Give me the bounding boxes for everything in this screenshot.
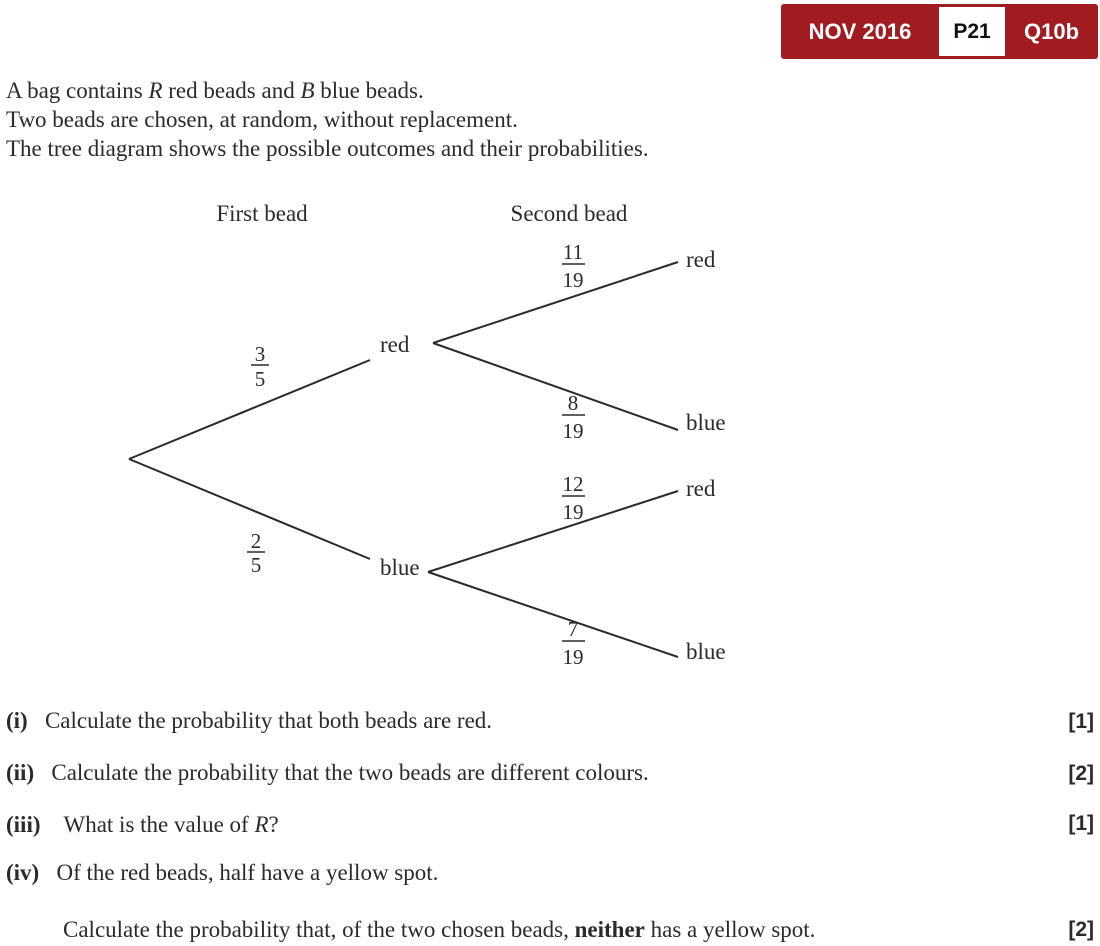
branch-first-blue <box>129 459 370 559</box>
branch-first-red <box>129 360 370 459</box>
question-text: Calculate the probability that both beads are red. <box>44 708 493 733</box>
prob-first-red <box>251 342 269 391</box>
second-blue-label-2: blue <box>686 639 726 664</box>
intro-line-3: The tree diagram shows the possible outcomes and their probabilities. <box>6 136 649 161</box>
prob-denominator: 5 <box>250 553 262 577</box>
second-blue-label-1: blue <box>686 410 726 435</box>
intro-line-2: Two beads are chosen, at random, without replacement. <box>6 107 518 132</box>
first-bead-header: First bead <box>216 201 308 226</box>
prob-numerator: 12 <box>562 472 584 496</box>
intro-line-1: A bag contains R red beads and B blue beads. <box>6 78 424 103</box>
badge-session: NOV 2016 <box>808 18 912 44</box>
prob-red-red <box>562 240 585 292</box>
question-number: (iv) <box>6 860 40 885</box>
question-ii <box>6 760 649 786</box>
prob-numerator: 11 <box>562 240 584 264</box>
question-i <box>6 708 492 734</box>
first-red-label: red <box>380 332 410 357</box>
question-number: (iii) <box>6 812 41 837</box>
question-number: (ii) <box>6 760 35 785</box>
first-blue-label: blue <box>380 555 420 580</box>
branch-blue-red <box>428 491 678 572</box>
prob-first-blue <box>247 529 265 577</box>
prob-blue-red <box>562 472 585 524</box>
question-number: (i) <box>6 708 28 733</box>
prob-numerator: 8 <box>567 391 579 415</box>
prob-denominator: 19 <box>562 268 584 292</box>
branch-red-blue <box>433 343 678 430</box>
prob-numerator: 2 <box>250 529 262 553</box>
prob-denominator: 19 <box>562 645 584 669</box>
marks-ii: [2] <box>1068 762 1094 785</box>
marks-iii: [1] <box>1068 812 1094 835</box>
branch-red-red <box>433 262 678 343</box>
question-text: Calculate the probability that the two beads are different colours. <box>51 760 649 785</box>
branch-blue-blue <box>428 572 678 657</box>
badge-paper: P21 <box>939 7 1005 56</box>
prob-denominator: 5 <box>254 367 266 391</box>
question-iv <box>6 860 438 886</box>
prob-numerator: 7 <box>567 617 579 641</box>
question-iv-part-2: Calculate the probability that, of the two chosen beads, neither has a yellow spot. <box>63 917 816 942</box>
second-red-label-2: red <box>686 476 716 501</box>
prob-denominator: 19 <box>562 500 584 524</box>
marks-i: [1] <box>1068 710 1094 733</box>
badge-question: Q10b <box>1023 18 1080 44</box>
marks-iv: [2] <box>1068 918 1094 941</box>
prob-red-blue <box>562 391 585 443</box>
prob-denominator: 19 <box>562 419 584 443</box>
prob-numerator: 3 <box>254 342 266 366</box>
question-iii: (iii) What is the value of R? <box>6 812 279 837</box>
second-bead-header: Second bead <box>510 201 628 226</box>
question-text: Of the red beads, half have a yellow spot. <box>56 860 439 885</box>
second-red-label-1: red <box>686 247 716 272</box>
